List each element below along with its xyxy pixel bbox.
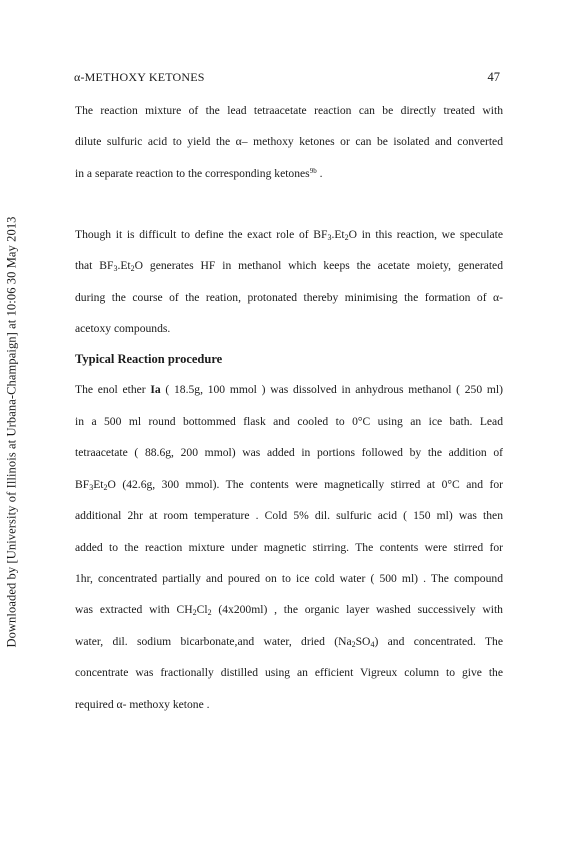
subscript: 2 [344,233,349,242]
paragraph-3-line-4 [75,478,503,491]
paragraph-2-line-4: acetoxy compounds. [75,322,171,335]
text-run: (4x200ml) , the organic layer washed successively with [211,603,503,616]
paragraph-3-line-11: required α- methoxy ketone . [75,698,210,711]
paragraph-2-line-2 [75,259,503,272]
subscript: 3 [113,264,118,273]
running-title: α-METHOXY KETONES [74,70,205,84]
text-run: was extracted with CH [75,603,193,616]
subscript: 3 [89,483,94,492]
paragraph-3-line-7: 1hr, concentrated partially and poured on to ice cold water ( 500 ml) . The compound [75,572,503,585]
paragraph-3-line-6: added to the reaction mixture under magnetic stirring. The contents were stirred for [75,541,503,554]
page-number: 47 [487,70,500,84]
paragraph-3-line-8 [75,603,503,616]
text-run: SO [355,635,371,648]
text-run: ( 18.5g, 100 mmol ) was dissolved in anhydrous methanol ( 250 ml) [160,383,503,396]
paragraph-1-line-2: dilute sulfuric acid to yield the α– methoxy ketones or can be isolated and converted [75,135,503,148]
paragraph-3-line-9 [75,635,503,648]
paragraph-3-line-5: additional 2hr at room temperature . Cold 5% dil. sulfuric acid ( 150 ml) was then [75,509,503,522]
text-run: O (42.6g, 300 mmol). The contents were magnetically stirred at 0°C and for [107,478,503,491]
paragraph-3-line-10: concentrate was fractionally distilled using an efficient Vigreux column to give the [75,666,503,679]
subscript: 2 [103,483,108,492]
subscript: 2 [351,640,356,649]
citation-ref: 9b [309,167,317,175]
subscript: 2 [207,608,212,617]
text-run: The enol ether [75,383,151,396]
paragraph-1-line-1: The reaction mixture of the lead tetraacetate reaction can be directly treated with [75,104,503,117]
compound-label: Ia [150,383,161,396]
text-run: BF [75,478,90,491]
page-header [74,70,500,85]
text-run: Cl [196,603,208,616]
paragraph-3-line-2: in a 500 ml round bottommed flask and cooled to 0°C using an ice bath. Lead [75,415,503,428]
text-run: O in this reaction, we speculate [348,228,503,241]
text-run: O generates HF in methanol which keeps the acetate moiety, generated [134,259,504,272]
download-note-text: Downloaded by [University of Illinois at Urbana-Champaign] at 10:06 30 May 2013 [4,216,19,648]
section-heading: Typical Reaction procedure [75,352,223,366]
text-run: in a separate reaction to the corresponding ketones [75,167,310,180]
subscript: 4 [370,640,375,649]
paragraph-2-line-3: during the course of the reation, protonated thereby minimising the formation of α- [75,291,503,304]
paragraph-2-line-1 [75,228,503,241]
paragraph-3-line-3: tetraacetate ( 88.6g, 200 mmol) was added in portions followed by the addition of [75,446,503,459]
subscript: 3 [327,233,332,242]
text-run: Though it is difficult to define the exact role of BF [75,228,328,241]
paragraph-1-line-3 [75,167,322,180]
text-run: water, dil. sodium bicarbonate,and water, dried (Na [75,635,352,648]
text-run: ) and concentrated. The [374,635,503,648]
text-run: . [316,167,323,180]
paragraph-3-line-1 [75,383,503,396]
text-run: Et [93,478,104,491]
subscript: 2 [192,608,197,617]
text-run: that BF [75,259,114,272]
text-run: .Et [331,228,345,241]
text-run: .Et [117,259,131,272]
subscript: 2 [130,264,135,273]
